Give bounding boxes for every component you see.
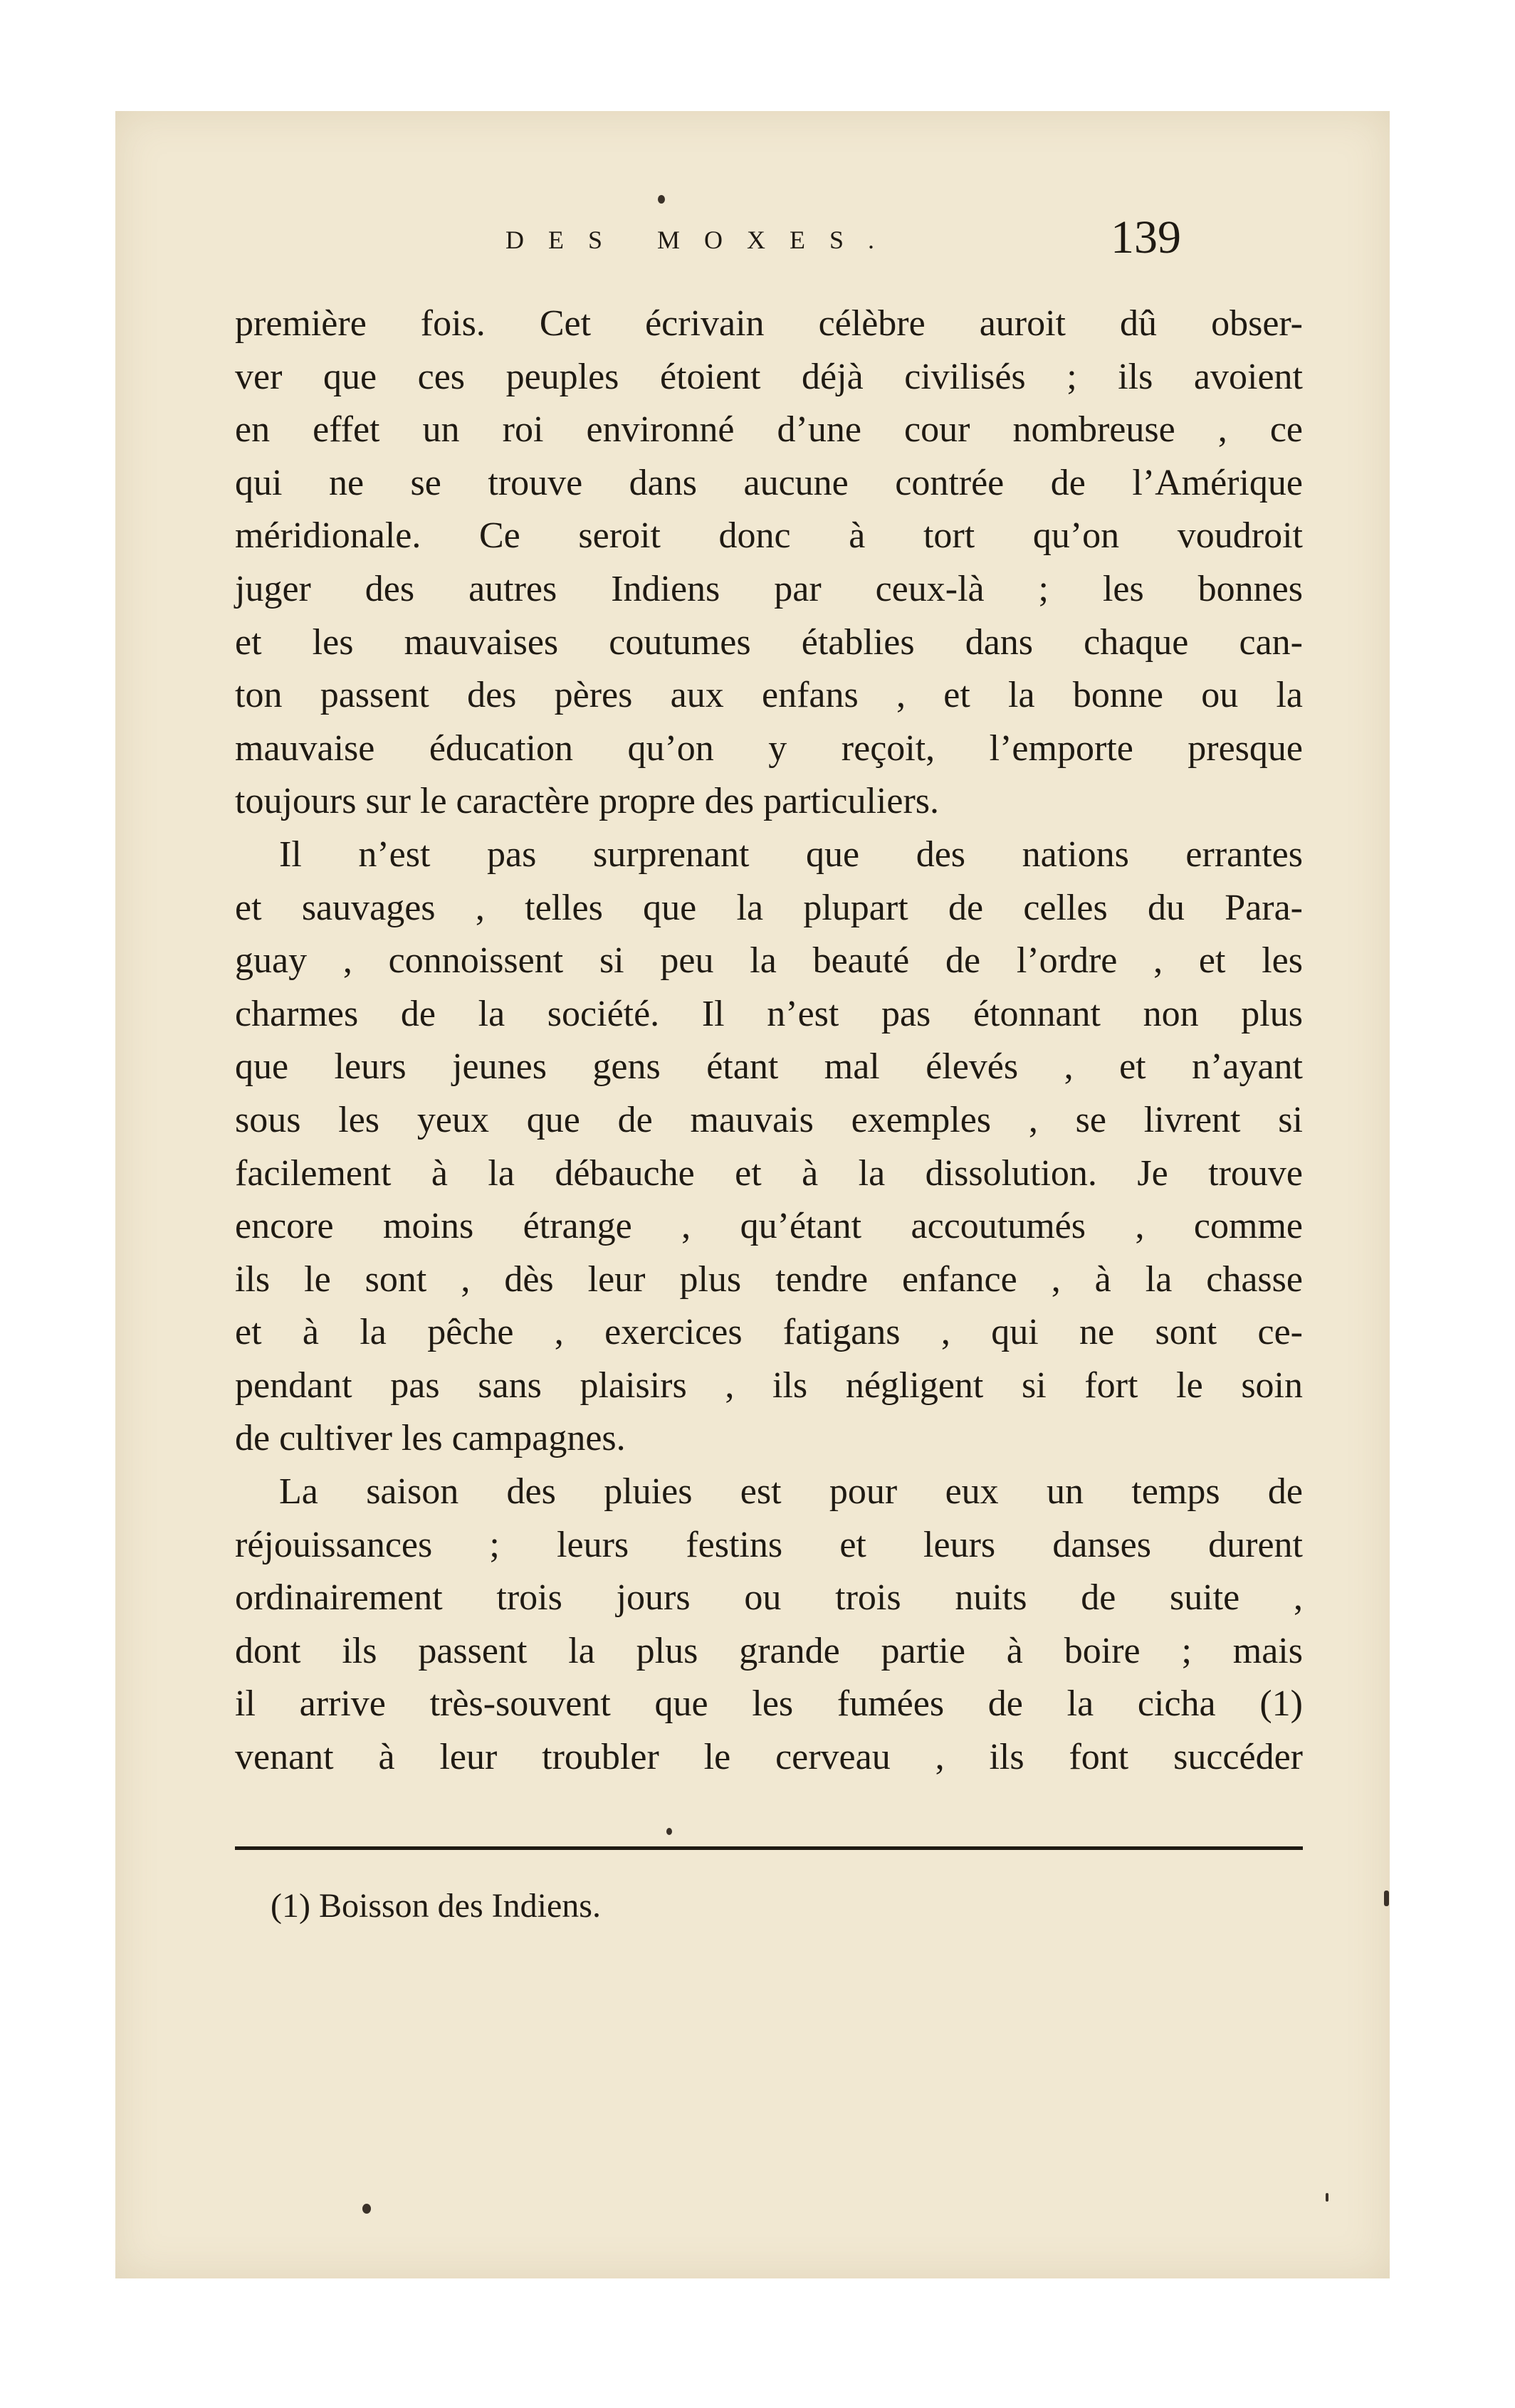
text-line: qui ne se trouve dans aucune contrée de l’Amérique bbox=[235, 462, 1303, 503]
ink-speck bbox=[1326, 2193, 1328, 2202]
running-title: DES MOXES. bbox=[505, 226, 899, 254]
ink-speck bbox=[666, 1828, 672, 1835]
text-line: La saison des pluies est pour eux un temps de bbox=[279, 1471, 1303, 1513]
text-line: ver que ces peuples étoient déjà civilisés ; ils avoient bbox=[235, 356, 1303, 397]
text-line: sous les yeux que de mauvais exemples , se livrent si bbox=[235, 1099, 1303, 1140]
text-line: encore moins étrange , qu’étant accoutumés , comme bbox=[235, 1206, 1303, 1247]
paragraph bbox=[235, 298, 1303, 829]
footnote: (1) Boisson des Indiens. bbox=[271, 1887, 601, 1925]
page-number: 139 bbox=[1111, 211, 1181, 263]
text-line: première fois. Cet écrivain célèbre auroit dû obser- bbox=[235, 303, 1303, 344]
text-line: de cultiver les campagnes. bbox=[235, 1418, 626, 1459]
text-line: Il n’est pas surprenant que des nations errantes bbox=[279, 834, 1303, 875]
text-line: et à la pêche , exercices fatigans , qui ne sont ce- bbox=[235, 1312, 1303, 1353]
text-line: venant à leur troubler le cerveau , ils font succéder bbox=[235, 1737, 1303, 1778]
text-line: et sauvages , telles que la plupart de celles du Para- bbox=[235, 887, 1303, 928]
ink-speck bbox=[362, 2204, 371, 2214]
text-line: et les mauvaises coutumes établies dans chaque can- bbox=[235, 621, 1303, 663]
text-line: juger des autres Indiens par ceux-là ; les bonnes bbox=[235, 568, 1303, 609]
paragraph bbox=[235, 829, 1303, 1466]
footnote-divider bbox=[235, 1846, 1303, 1850]
text-line: guay , connoissent si peu la beauté de l’ordre , et les bbox=[235, 940, 1303, 982]
text-line: ils le sont , dès leur plus tendre enfance , à la chasse bbox=[235, 1258, 1303, 1300]
text-line: méridionale. Ce seroit donc à tort qu’on voudroit bbox=[235, 515, 1303, 557]
text-line: facilement à la débauche et à la dissolution. Je trouve bbox=[235, 1152, 1303, 1194]
text-line: pendant pas sans plaisirs , ils négligent si fort le soin bbox=[235, 1365, 1303, 1406]
ink-speck bbox=[1384, 1891, 1389, 1906]
ink-speck bbox=[658, 195, 665, 204]
text-line: que leurs jeunes gens étant mal élevés , et n’ayant bbox=[235, 1046, 1303, 1088]
text-line: charmes de la société. Il n’est pas étonnant non plus bbox=[235, 993, 1303, 1034]
text-line: toujours sur le caractère propre des particuliers. bbox=[235, 781, 940, 822]
text-line: en effet un roi environné d’une cour nombreuse , ce bbox=[235, 409, 1303, 451]
text-line: mauvaise éducation qu’on y reçoit, l’emporte presque bbox=[235, 727, 1303, 769]
body-text bbox=[235, 298, 1303, 1784]
text-line: ordinairement trois jours ou trois nuits de suite , bbox=[235, 1577, 1303, 1619]
paragraph bbox=[235, 1466, 1303, 1784]
text-line: dont ils passent la plus grande partie à boire ; mais bbox=[235, 1630, 1303, 1671]
text-line: il arrive très-souvent que les fumées de la cicha (1) bbox=[235, 1683, 1303, 1725]
text-line: ton passent des pères aux enfans , et la bonne ou la bbox=[235, 675, 1303, 716]
book-page bbox=[115, 111, 1390, 2278]
text-line: réjouissances ; leurs festins et leurs danses durent bbox=[235, 1524, 1303, 1565]
